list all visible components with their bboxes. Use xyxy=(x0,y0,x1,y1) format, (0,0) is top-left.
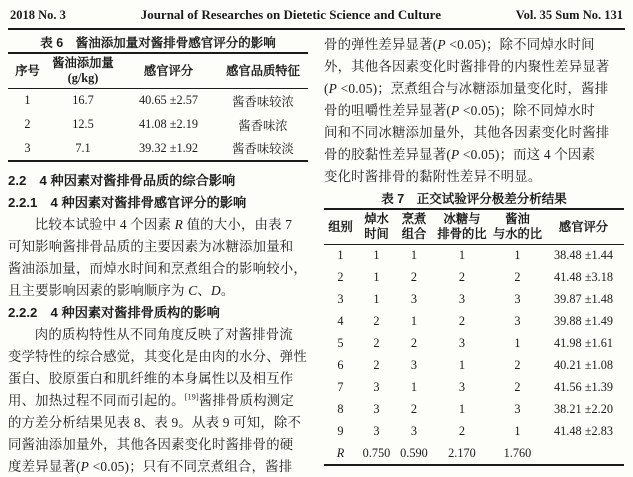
paragraph-line: (P <0.05)；烹煮组合与冰糖添加量变化时，酱排 xyxy=(324,81,609,96)
table-cell: 1 xyxy=(337,248,344,263)
table-cell xyxy=(543,443,624,465)
running-head xyxy=(8,4,625,30)
table-row xyxy=(324,311,624,333)
table-cell: 8 xyxy=(337,402,344,416)
table-cell: 1 xyxy=(514,248,521,263)
table-cell: 2 xyxy=(458,270,466,284)
table-header-cell: 感官品质特征 xyxy=(218,53,308,89)
paragraph-line: 变学特性的综合感觉，其变化是由肉的水分、弹性 xyxy=(8,348,307,364)
table-cell: 1 xyxy=(24,93,31,108)
table-cell: 1 xyxy=(514,424,521,438)
table-cell: 1 xyxy=(373,292,380,306)
table-cell: 3 xyxy=(337,292,344,306)
table-cell: 2 xyxy=(373,336,380,350)
citation-19: [19] xyxy=(184,392,199,402)
table-row xyxy=(324,421,624,443)
paragraph-line: 蛋白、胶原蛋白和肌纤维的本身属性以及相互作 xyxy=(8,370,294,386)
table-cell: 39.88 ±1.49 xyxy=(553,314,613,328)
table-row xyxy=(324,355,624,377)
paragraph-line: 的方差分析结果见表 8、表 9。从表 9 可知，除不 xyxy=(8,414,302,430)
table-cell: 3 xyxy=(24,140,31,155)
table-cell: 3 xyxy=(514,314,521,328)
table-cell: 41.48 ±2.83 xyxy=(553,424,613,438)
table-cell: 2 xyxy=(24,117,31,131)
table-cell: 41.56 ±1.39 xyxy=(553,380,613,394)
table-header-cell: 酱油 与水的比 xyxy=(492,209,543,245)
table-cell: 2 xyxy=(514,380,521,394)
table-cell: 3 xyxy=(410,292,418,306)
table-cell: 41.48 ±3.18 xyxy=(553,270,613,284)
paragraph-sensory-analysis xyxy=(8,214,308,302)
table-cell: 1 xyxy=(458,358,466,372)
table-header-row xyxy=(324,209,624,245)
journal-title: Journal of Researches on Dietetic Science and Culture xyxy=(140,7,441,22)
table-cell: 3 xyxy=(458,292,466,306)
paragraph-line: 变化时酱排骨的黏附性差异不明显。 xyxy=(324,169,542,184)
table-cell: 2 xyxy=(410,270,418,284)
table-row xyxy=(8,137,308,161)
table-cell: 3 xyxy=(373,424,380,438)
table-cell: 酱香味较淡 xyxy=(232,142,294,156)
table-row xyxy=(8,89,308,113)
paragraph-line: 比较本试验中 4 个因素 R 值的大小，由表 7 xyxy=(34,216,293,232)
table-cell: 40.21 ±1.08 xyxy=(553,358,613,372)
table-cell: 2 xyxy=(373,314,380,328)
table-cell: 3 xyxy=(410,358,418,372)
paragraph-line: 骨的弹性差异显著(P <0.05)；除不同焯水时间 xyxy=(324,37,595,52)
table-row xyxy=(324,289,624,311)
table-cell: 1 xyxy=(410,380,418,394)
paragraph-line: 可知影响酱排骨品质的主要因素为冰糖添加量和 xyxy=(8,238,294,254)
table-7-caption: 表 7 正交试验评分极差分析结果 xyxy=(381,192,567,206)
paragraph-line: 间和不同冰糖添加量外，其他各因素变化时酱排 xyxy=(324,125,610,140)
table-cell: 3 xyxy=(410,424,418,438)
table-cell: 41.08 ±2.19 xyxy=(138,117,198,131)
table-cell: 39.87 ±1.48 xyxy=(553,292,613,306)
table-cell: 3 xyxy=(373,380,380,394)
page-body xyxy=(8,34,625,477)
paragraph-line: 用、加热过程不同而引起的。[19]酱排骨质构测定 xyxy=(8,392,294,408)
table-cell: 2 xyxy=(458,424,466,438)
section-heading-2-2: 2.2 4 种因素对酱排骨品质的综合影响 xyxy=(8,172,236,188)
table-cell: 0.750 xyxy=(362,445,391,460)
paragraph-texture-analysis xyxy=(8,324,308,477)
table-cell: 41.98 ±1.61 xyxy=(553,336,613,350)
table-cell: 1 xyxy=(458,248,466,263)
paragraph-line: 度差异显著(P <0.05)；只有不同烹煮组合，酱排 xyxy=(8,458,293,474)
table-row xyxy=(8,113,308,137)
table-cell: 2 xyxy=(514,270,521,284)
table-cell: 3 xyxy=(373,402,380,416)
table-cell: 1 xyxy=(373,248,380,263)
table-cell: 2 xyxy=(410,402,418,416)
table-header-row xyxy=(8,53,308,89)
table-cell: 39.32 ±1.92 xyxy=(138,140,198,155)
right-column xyxy=(324,34,624,477)
table-cell: 2 xyxy=(410,336,418,350)
table-cell: 3 xyxy=(514,292,521,306)
table-cell: 7.1 xyxy=(75,140,91,155)
table-cell: 9 xyxy=(337,424,344,438)
paragraph-line: 酱油添加量，而焯水时间和烹煮组合的影响较小， xyxy=(8,260,307,276)
issue-number: 2018 No. 3 xyxy=(10,8,66,22)
table-cell: 2 xyxy=(514,358,521,372)
paragraph-line: 外，其他各因素变化时酱排骨的内聚性差异显著 xyxy=(324,59,610,74)
table-row xyxy=(324,443,624,465)
table-cell: 酱香味较浓 xyxy=(232,94,294,109)
table-7 xyxy=(324,208,624,466)
table-cell: 12.5 xyxy=(72,117,94,131)
table-cell: 0.590 xyxy=(400,445,428,460)
paragraph-line: 且主要影响因素的影响顺序为 C、D。 xyxy=(8,282,235,298)
table-header-cell: 感官评分 xyxy=(543,209,624,245)
table-cell: 2.170 xyxy=(448,445,476,460)
section-heading-2-2-2: 2.2.2 4 种因素对酱排骨质构的影响 xyxy=(8,304,220,320)
paragraph-texture-continued xyxy=(324,34,624,188)
table-row xyxy=(324,267,624,289)
table-cell: 38.48 ±1.44 xyxy=(553,248,613,263)
section-heading-2-2-1: 2.2.1 4 种因素对酱排骨感官评分的影响 xyxy=(8,194,247,210)
table-cell: 7 xyxy=(337,380,344,394)
volume-number: Vol. 35 Sum No. 131 xyxy=(515,8,623,22)
table-cell: 酱香味浓 xyxy=(238,118,288,133)
table-cell: 2 xyxy=(337,270,344,284)
table-cell: 16.7 xyxy=(72,93,94,108)
table-header-cell: 组别 xyxy=(324,209,357,245)
table-row xyxy=(324,399,624,421)
table-cell: 3 xyxy=(514,402,521,416)
table-row xyxy=(324,377,624,399)
table-row xyxy=(324,333,624,355)
table-cell: 1 xyxy=(514,336,521,350)
table-cell: 3 xyxy=(458,336,466,350)
paragraph-line: 骨的胶黏性差异显著(P <0.05)；而这 4 个因素 xyxy=(324,147,596,162)
table-cell: 6 xyxy=(337,358,344,372)
table-header-cell: 感官评分 xyxy=(119,53,218,89)
spacer xyxy=(8,162,308,170)
table-cell: 5 xyxy=(337,336,344,350)
table-cell: R xyxy=(336,445,345,460)
table-cell: 1 xyxy=(458,402,466,416)
table-6 xyxy=(8,52,308,162)
table-cell: 2 xyxy=(373,358,380,372)
paragraph-line: 骨的咀嚼性差异显著(P <0.05)；除不同焯水时 xyxy=(324,103,595,118)
table-cell: 3 xyxy=(458,380,466,394)
table-cell: 4 xyxy=(337,314,344,328)
left-column xyxy=(8,34,308,477)
table-cell: 2 xyxy=(458,314,466,328)
table-cell: 1 xyxy=(373,270,380,284)
table-header-cell: 冰糖与 排骨的比 xyxy=(432,209,492,245)
table-6-caption: 表 6 酱油添加量对酱排骨感官评分的影响 xyxy=(40,36,276,50)
table-cell: 1 xyxy=(410,314,418,328)
table-cell: 38.21 ±2.20 xyxy=(553,402,613,416)
table-cell: 40.65 ±2.57 xyxy=(138,93,198,108)
table-header-cell: 酱油添加量 (g/kg) xyxy=(47,53,119,89)
paragraph-line: 同酱油添加量外，其他各因素变化时酱排骨的硬 xyxy=(8,436,294,452)
table-header-cell: 序号 xyxy=(8,53,47,89)
paragraph-line: 肉的质构特性从不同角度反映了对酱排骨流 xyxy=(34,326,294,342)
table-cell: 1 xyxy=(410,248,418,263)
table-header-cell: 烹煮 组合 xyxy=(396,209,432,245)
table-row xyxy=(324,245,624,267)
table-cell: 1.760 xyxy=(503,445,532,460)
table-header-cell: 焯水 时间 xyxy=(357,209,396,245)
